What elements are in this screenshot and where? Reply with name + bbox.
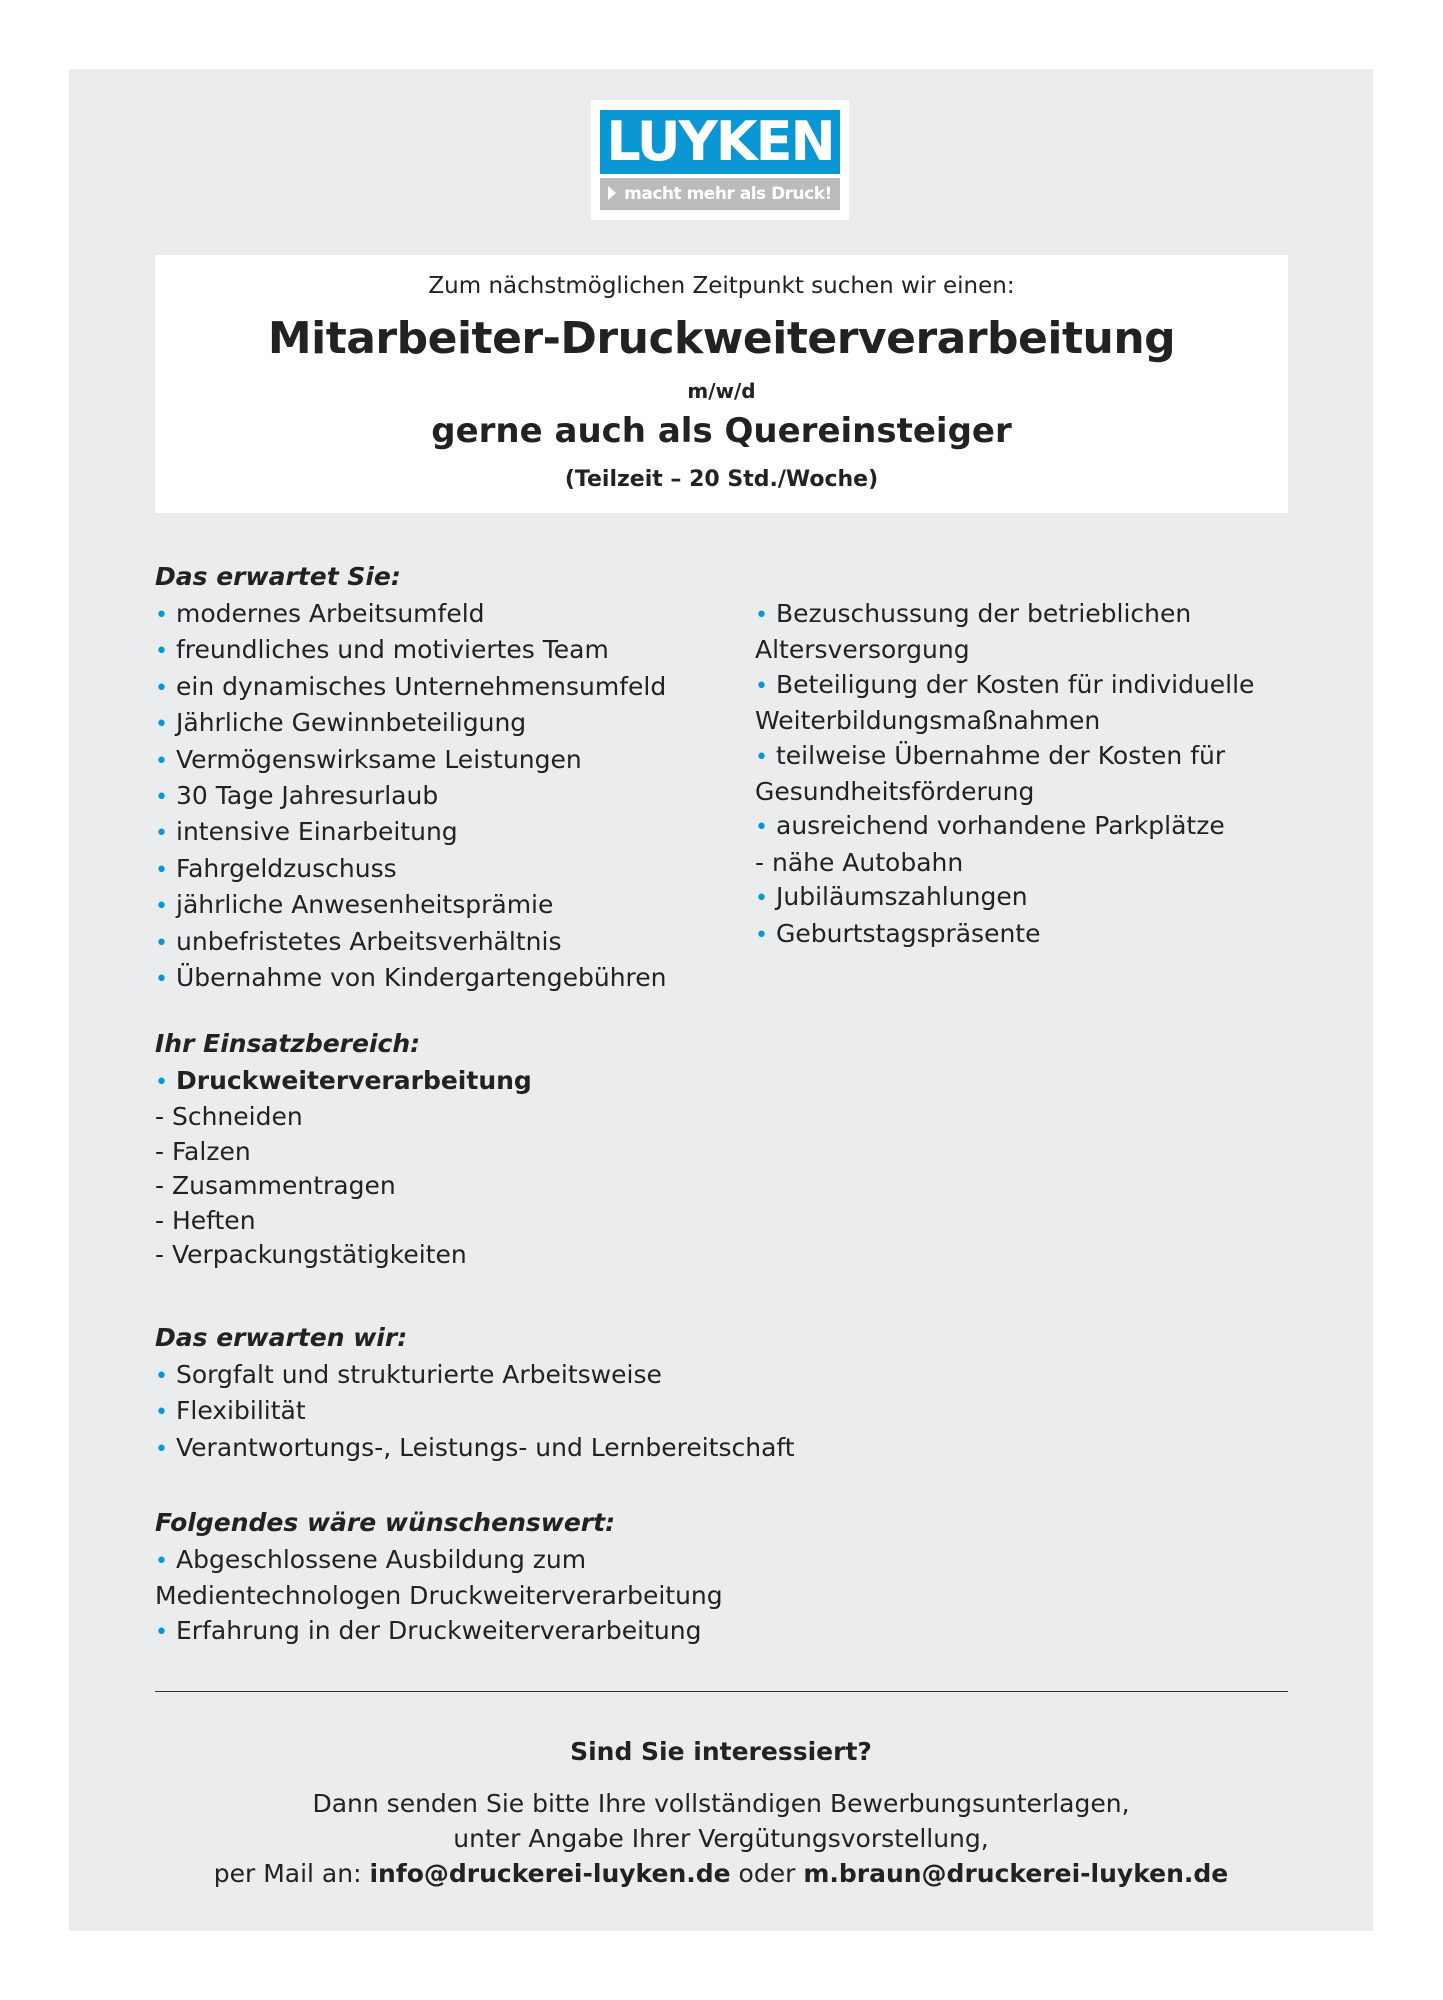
list-item-continuation: Medientechnologen Druckweiterverarbeitung — [155, 1581, 723, 1611]
bullet-icon: • — [155, 894, 168, 920]
list-item: • Vermögenswirksame Leistungen — [155, 743, 667, 779]
task-item: - Heften — [155, 1205, 256, 1235]
gender-note: m/w/d — [687, 379, 756, 403]
logo-tagline-bar — [600, 178, 840, 210]
bullet-icon: • — [155, 930, 168, 956]
area-list — [155, 1064, 532, 1272]
company-logo — [591, 100, 849, 220]
bullet-icon: • — [155, 1364, 168, 1389]
play-arrow-icon — [608, 186, 616, 200]
task-item: - Zusammentragen — [155, 1171, 396, 1201]
list-item: • Flexibilität — [155, 1394, 795, 1430]
bullet-icon: • — [155, 1400, 168, 1426]
offer-heading: Das erwartet Sie: — [155, 562, 401, 591]
list-item: • Druckweiterverarbeitung — [155, 1064, 532, 1100]
list-item: • Sorgfalt und strukturierte Arbeitsweise — [155, 1358, 795, 1394]
section-divider — [155, 1691, 1288, 1692]
bullet-icon: • — [755, 922, 768, 948]
mail-prefix: per Mail an: — [213, 1859, 370, 1888]
list-item: • Bezuschussung der betrieblichen — [755, 597, 1254, 633]
area-heading: Ihr Einsatzbereich: — [155, 1029, 421, 1058]
list-item: • Jährliche Gewinnbeteiligung — [155, 706, 667, 742]
contact-question: Sind Sie interessiert? — [570, 1737, 872, 1766]
offer-list-left — [155, 597, 667, 997]
bullet-icon: • — [755, 603, 768, 628]
bullet-icon: • — [755, 815, 768, 841]
hours-note: (Teilzeit – 20 Std./Woche) — [564, 467, 879, 492]
bullet-icon: • — [155, 1436, 168, 1462]
bullet-icon: • — [755, 673, 768, 699]
task-item: - Falzen — [155, 1136, 251, 1166]
bullet-icon: • — [155, 675, 168, 701]
expect-list — [155, 1358, 795, 1467]
intro-text: Zum nächstmöglichen Zeitpunkt suchen wir einen: — [428, 273, 1015, 299]
job-subtitle: gerne auch als Quereinsteiger — [431, 411, 1012, 451]
list-item: • jährliche Anwesenheitsprämie — [155, 888, 667, 924]
contact-line-1: Dann senden Sie bitte Ihre vollständigen Bewerbungsunterlagen, — [312, 1789, 1130, 1818]
list-item: • Erfahrung in der Druckweiterverarbeitung — [155, 1614, 723, 1650]
bullet-icon: • — [755, 886, 768, 912]
list-item-continuation: Weiterbildungsmaßnahmen — [755, 706, 1101, 736]
bullet-icon: • — [155, 1070, 168, 1095]
list-item: • Beteiligung der Kosten für individuelle — [755, 668, 1254, 704]
list-item: • freundliches und motiviertes Team — [155, 633, 667, 669]
email-link-braun[interactable]: m.braun@druckerei-luyken.de — [803, 1859, 1229, 1888]
bullet-icon: • — [155, 712, 168, 738]
list-item-continuation: Gesundheitsförderung — [755, 777, 1035, 807]
contact-line-2: unter Angabe Ihrer Vergütungsvorstellung, — [453, 1824, 989, 1853]
bullet-icon: • — [155, 639, 168, 665]
list-item: • Jubiläumszahlungen — [755, 880, 1254, 916]
logo-brand: LUYKEN — [600, 110, 840, 174]
bullet-icon: • — [155, 857, 168, 883]
desired-list — [155, 1543, 723, 1650]
bullet-icon: • — [155, 967, 168, 993]
task-item: - Verpackungstätigkeiten — [155, 1240, 467, 1270]
list-item: • Fahrgeldzuschuss — [155, 852, 667, 888]
logo-tagline: macht mehr als Druck! — [624, 184, 832, 204]
list-item: • ein dynamisches Unternehmensumfeld — [155, 670, 667, 706]
list-item: • unbefristetes Arbeitsverhältnis — [155, 925, 667, 961]
bullet-icon: • — [155, 603, 168, 628]
list-item: • modernes Arbeitsumfeld — [155, 597, 667, 633]
bullet-icon: • — [155, 748, 168, 774]
list-item: • 30 Tage Jahresurlaub — [155, 779, 667, 815]
offer-list-right — [755, 597, 1254, 953]
mail-or: oder — [730, 1859, 804, 1888]
job-ad-panel — [69, 69, 1373, 1931]
bullet-icon: • — [755, 744, 768, 770]
bullet-icon: • — [155, 785, 168, 811]
desired-heading: Folgendes wäre wünschenswert: — [155, 1508, 616, 1537]
list-item: • Verantwortungs-, Leistungs- und Lernbereitschaft — [155, 1431, 795, 1467]
list-item-continuation: - nähe Autobahn — [755, 847, 964, 877]
list-item: • Abgeschlossene Ausbildung zum — [155, 1543, 723, 1579]
job-header-card — [155, 255, 1288, 513]
bullet-icon: • — [155, 1549, 168, 1574]
task-item: - Schneiden — [155, 1102, 303, 1132]
list-item: • intensive Einarbeitung — [155, 815, 667, 851]
list-item-continuation: Altersversorgung — [755, 635, 970, 665]
list-item: • teilweise Übernahme der Kosten für — [755, 739, 1254, 775]
expect-heading: Das erwarten wir: — [155, 1323, 408, 1352]
list-item: • ausreichend vorhandene Parkplätze — [755, 809, 1254, 845]
email-link-info[interactable]: info@druckerei-luyken.de — [369, 1859, 731, 1888]
bullet-icon: • — [155, 1619, 168, 1645]
job-title: Mitarbeiter-Druckweiterverarbeitung — [267, 313, 1176, 364]
contact-line-3 — [69, 1859, 1373, 1888]
bullet-icon: • — [155, 821, 168, 847]
list-item: • Übernahme von Kindergartengebühren — [155, 961, 667, 997]
list-item: • Geburtstagspräsente — [755, 917, 1254, 953]
